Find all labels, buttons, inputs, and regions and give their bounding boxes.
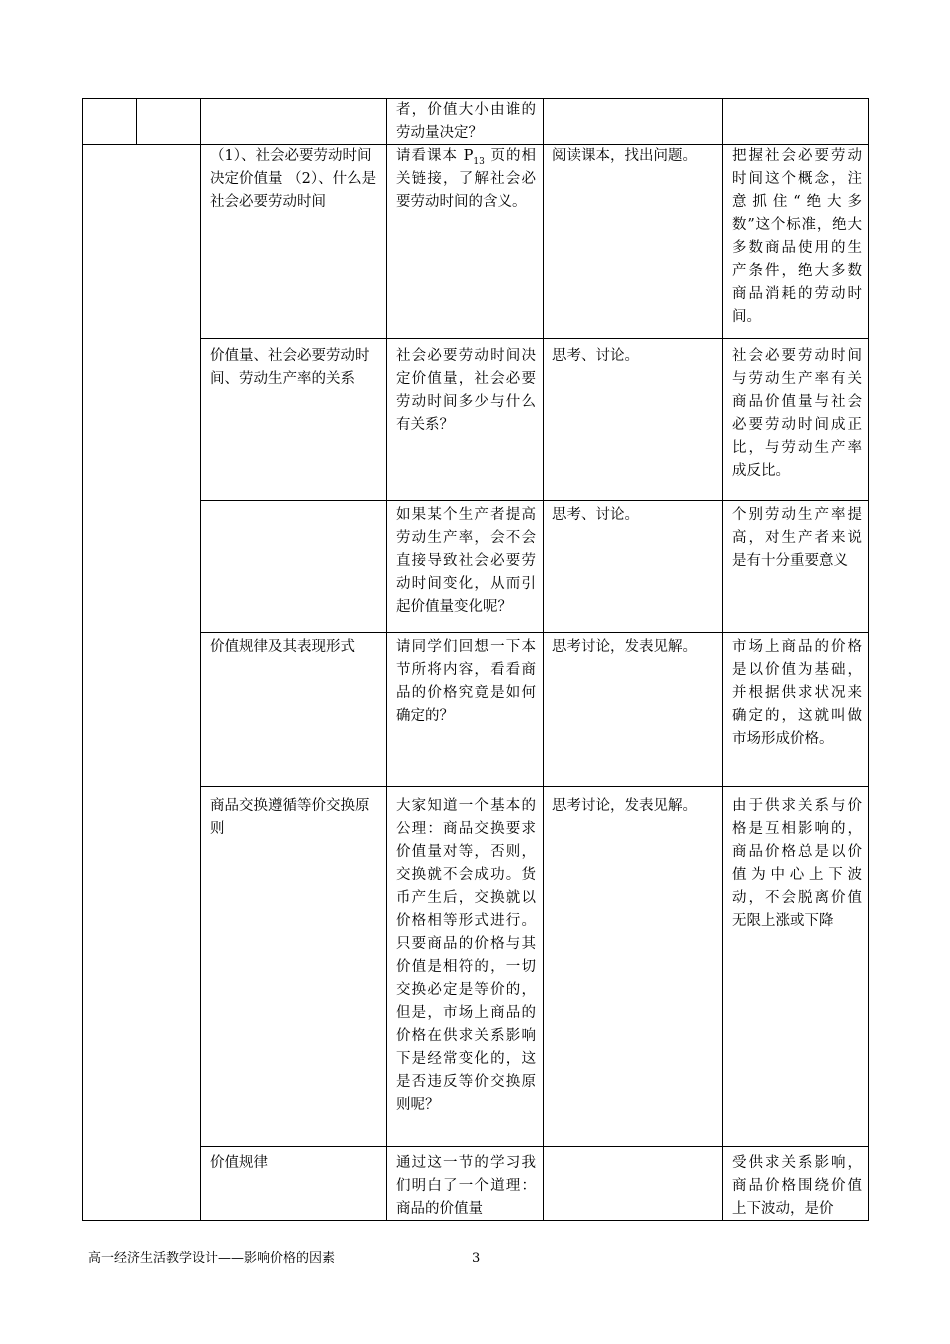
question-cell: 通过这一节的学习我们明白了一个道理：商品的价值量 [396,1155,536,1217]
note-cell: 市场上商品的价格是以价值为基础，并根据供求状况来确定的，这就叫做市场形成价格。 [732,639,862,747]
topic-cell: 商品交换遵循等价交换原则 [210,798,370,837]
question-cell: 请同学们回想一下本节所将内容，看看商品的价格究竟是如何确定的？ [396,639,536,724]
page-number: 3 [472,1251,481,1266]
note-cell: 由于供求关系与价格是互相影响的，商品价格总是以价值为中心上下波动，不会脱离价值无限上涨或下降 [732,798,862,929]
row-divider [200,338,869,339]
column-divider [136,98,137,144]
topic-cell: 价值规律 [210,1155,268,1171]
question-text: 请看课本 P [396,148,474,164]
row-divider [200,1146,869,1147]
column-divider [200,98,201,1221]
note-cell: 把握社会必要劳动时间这个概念，注意抓住“绝大多数”这个标准，绝大多数商品使用的生产条件，绝大多数商品消耗的劳动时间。 [732,148,862,325]
question-cell: 大家知道一个基本的公理：商品交换要求价值量对等，否则，交换就不会成功。货币产生后，交换就以价格相等形式进行。只要商品的价格与其价值是相符的，一切交换必定是等价的，但是，市场上商品的价格在供求关系影响下是经常变化的，这是否违反等价交换原则呢？ [396,798,536,1113]
activity-cell: 阅读课本，找出问题。 [552,148,697,164]
page-subscript: 13 [473,156,485,167]
topic-cell: 价值量、社会必要劳动时间、劳动生产率的关系 [210,348,370,387]
table-border-right [868,98,869,1221]
activity-cell: 思考、讨论。 [552,507,639,523]
activity-cell: 思考讨论，发表见解。 [552,798,697,814]
footer-title: 高一经济生活教学设计——影响价格的因素 [88,1251,336,1266]
row-divider [200,786,869,787]
question-cell [396,145,536,214]
question-text: 页的相关链接，了解社会必要劳动时间的含义。 [396,148,536,210]
column-divider [386,98,387,1221]
row-divider [200,632,869,633]
column-divider [543,98,544,1221]
question-cell: 社会必要劳动时间决定价值量，社会必要劳动时间多少与什么有关系？ [396,348,536,433]
question-cell: 如果某个生产者提高劳动生产率，会不会直接导致社会必要劳动时间变化，从而引起价值量变化呢？ [396,507,536,615]
table-border-left [82,98,83,1221]
column-divider [722,98,723,1221]
row-divider [200,500,869,501]
note-cell: 个别劳动生产率提高，对生产者来说是有十分重要意义 [732,507,862,569]
note-cell: 受供求关系影响，商品价格围绕价值上下波动，是价 [732,1155,862,1217]
activity-cell: 思考、讨论。 [552,348,639,364]
topic-cell: 价值规律及其表现形式 [210,639,355,655]
topic-cell: （1）、社会必要劳动时间决定价值量 （2）、什么是社会必要劳动时间 [210,148,377,210]
activity-cell: 思考讨论，发表见解。 [552,639,697,655]
note-cell: 社会必要劳动时间与劳动生产率有关商品价值量与社会必要劳动时间成正比，与劳动生产率成反比。 [732,348,862,479]
question-cell: 者，价值大小由谁的劳动量决定？ [396,102,536,141]
